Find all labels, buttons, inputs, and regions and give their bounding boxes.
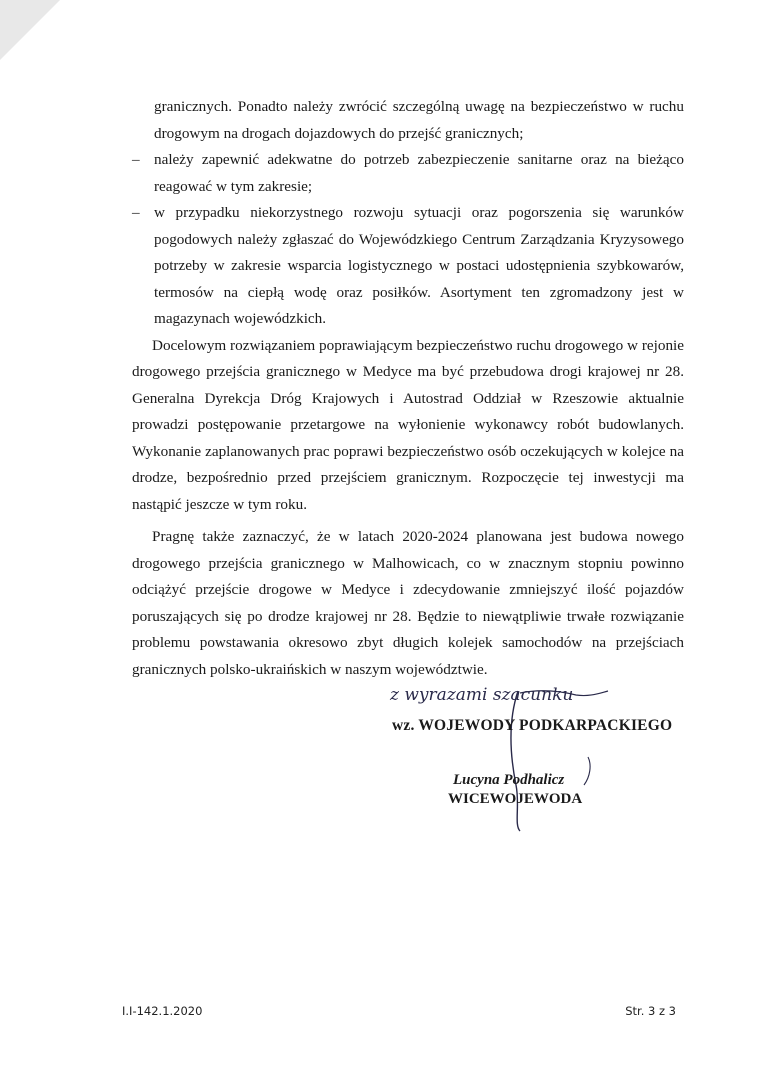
continuation-text: granicznych. Ponadto należy zwrócić szczególną uwagę na bezpieczeństwo w ruchu drogowym na drogach dojazdowych do przejść granicznych; (154, 98, 684, 142)
letter-body (132, 94, 684, 683)
signature-block (380, 685, 700, 845)
bullet-dash: – (132, 204, 140, 221)
signatory-office: wz. WOJEWODY PODKARPACKIEGO (392, 717, 673, 734)
document-reference: I.I-142.1.2020 (122, 1004, 203, 1018)
signer-name: Lucyna Podhalicz (453, 772, 565, 788)
handwritten-signature-icon (480, 685, 620, 835)
bullet-item (132, 200, 684, 333)
paragraph: Pragnę także zaznaczyć, że w latach 2020-2024 planowana jest budowa nowego drogowego przejścia granicznego w Malhowicach, co w znacznym stopniu powinno odciążyć przejście drogowe w Medyce i zdecydowanie zmniejszyć ilość pojazdów poruszających się po drodze krajowej nr 28. Będzie to niewątpliwie trwałe rozwiązanie problemu powstawania okresowo zbyt długich kolejek samochodów na przejściach granicznych polsko-ukraińskich w naszym województwie. (132, 528, 684, 678)
page-corner-fold (0, 0, 60, 60)
bullet-text: należy zapewnić adekwatne do potrzeb zabezpieczenie sanitarne oraz na bieżąco reagować w tym zakresie; (154, 151, 684, 195)
bullet-dash: – (132, 151, 140, 168)
bullet-item (132, 147, 684, 200)
handwritten-note: z wyrazami szacunku (390, 685, 574, 705)
bullet-text: w przypadku niekorzystnego rozwoju sytuacji oraz pogorszenia się warunków pogodowych należy zgłaszać do Wojewódzkiego Centrum Zarządzania Kryzysowego potrzeby w zakresie wsparcia logistycznego w postaci udostępnienia szybkowarów, termosów na ciepłą wodę oraz posiłków. Asortyment ten zgromadzony jest w magazynach wojewódzkich. (154, 204, 684, 327)
signer-title: WICEWOJEWODA (448, 791, 583, 807)
page-number: Str. 3 z 3 (625, 1004, 676, 1018)
paragraph: Docelowym rozwiązaniem poprawiającym bezpieczeństwo ruchu drogowego w rejonie drogowego przejścia granicznego w Medyce ma być przebudowa drogi krajowej nr 28. Generalna Dyrekcja Dróg Krajowych i Autostrad Oddział w Rzeszowie aktualnie prowadzi postępowanie przetargowe na wyłonienie wykonawcy robót budowlanych. Wykonanie zaplanowanych prac poprawi bezpieczeństwo osób oczekujących w kolejce na drodze, bezpośrednio przed przejściem granicznym. Rozpoczęcie tej inwestycji ma nastąpić jeszcze w tym roku. (132, 336, 684, 513)
